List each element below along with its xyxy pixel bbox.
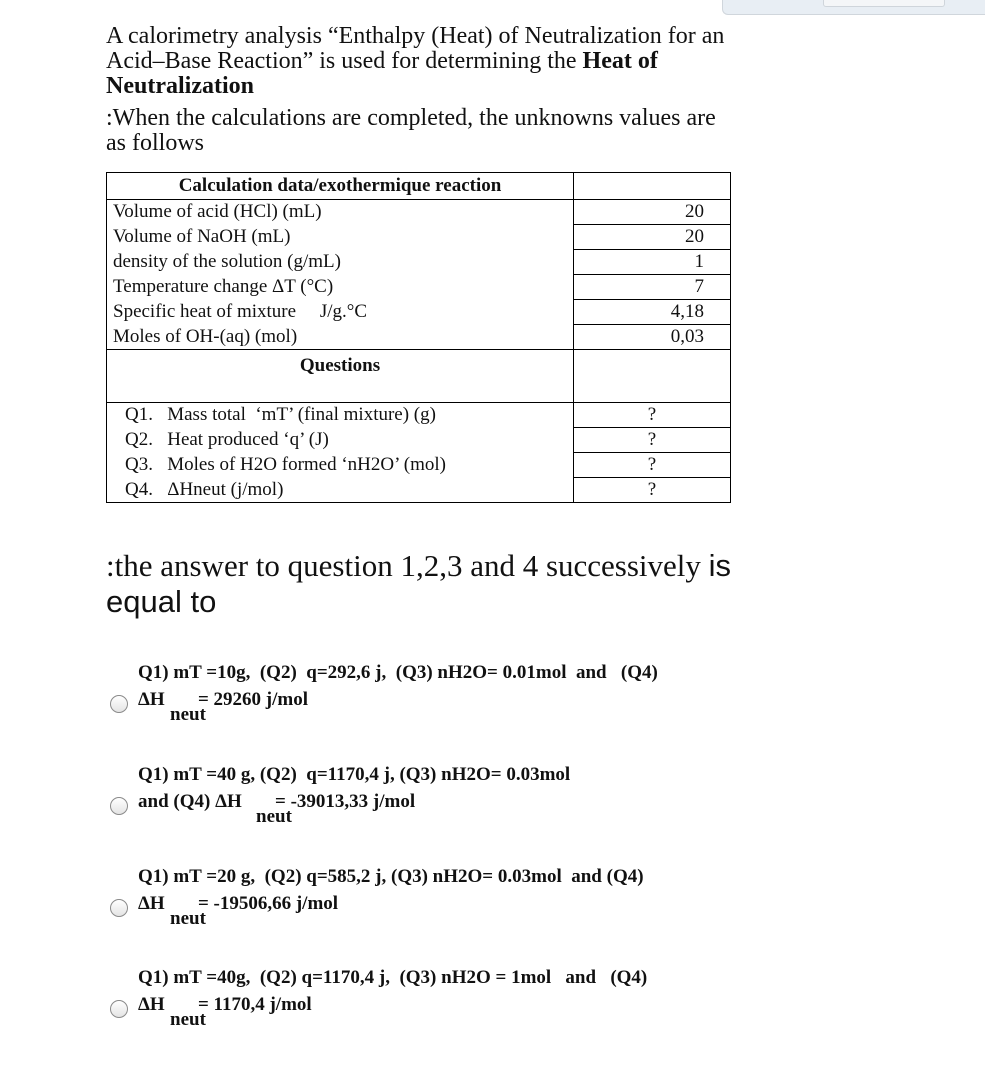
calculation-table: [106, 172, 731, 503]
question-label: Q2. Heat produced ‘q’ (J): [107, 428, 574, 453]
table-row: [107, 250, 731, 275]
option-line-2: and (Q4) ΔH = -39013,33 j/mol: [138, 791, 416, 812]
answer-option-2[interactable]: [110, 762, 810, 828]
question-value: ?: [574, 478, 731, 503]
neut-subscript: neut: [170, 908, 206, 929]
question-row: [107, 403, 731, 428]
intro-line-5: as follows: [106, 130, 204, 156]
answer-option-3[interactable]: [110, 864, 810, 930]
question-label: Q3. Moles of H2O formed ‘nH2O’ (mol): [107, 453, 574, 478]
intro-followup: [106, 106, 786, 156]
option-line-2: ΔH = 29260 j/mol: [138, 689, 308, 710]
intro-line-4: :When the calculations are completed, the unknowns values are: [106, 105, 716, 131]
row-value: 20: [574, 225, 731, 250]
question-row: [107, 428, 731, 453]
question-value: ?: [574, 428, 731, 453]
table-row: [107, 225, 731, 250]
radio-button[interactable]: [110, 1000, 128, 1018]
intro-paragraph: [106, 24, 786, 99]
neut-subscript: neut: [170, 1009, 206, 1030]
row-value: 7: [574, 275, 731, 300]
question-prompt: [106, 548, 806, 620]
option-line-1: Q1) mT =10g, (Q2) q=292,6 j, (Q3) nH2O= 0.01mol and (Q4): [138, 662, 658, 683]
question-row: [107, 478, 731, 503]
option-line-2: ΔH = 1170,4 j/mol: [138, 994, 312, 1015]
answer-option-1[interactable]: [110, 660, 810, 726]
radio-button[interactable]: [110, 797, 128, 815]
neut-subscript: neut: [256, 806, 292, 827]
question-value: ?: [574, 453, 731, 478]
row-label: Moles of OH-(aq) (mol): [107, 325, 574, 350]
option-line-1: Q1) mT =20 g, (Q2) q=585,2 j, (Q3) nH2O= 0.03mol and (Q4): [138, 866, 644, 887]
question-row: [107, 453, 731, 478]
neut-subscript: neut: [170, 704, 206, 725]
row-label: Volume of NaOH (mL): [107, 225, 574, 250]
top-bar-button[interactable]: [823, 0, 945, 7]
question-label: Q1. Mass total ‘mT’ (final mixture) (g): [107, 403, 574, 428]
row-value: 0,03: [574, 325, 731, 350]
intro-line-2: Acid–Base Reaction” is used for determining the Heat of: [106, 48, 658, 74]
question-value: ?: [574, 403, 731, 428]
table-row: [107, 325, 731, 350]
row-label: density of the solution (g/mL): [107, 250, 574, 275]
table-header-row: [107, 173, 731, 200]
row-value: 20: [574, 200, 731, 225]
intro-line-3: Neutralization: [106, 73, 254, 99]
questions-header-row: [107, 350, 731, 403]
row-value: 1: [574, 250, 731, 275]
question-label: Q4. ΔHneut (j/mol): [107, 478, 574, 503]
prompt-line-1: :the answer to question 1,2,3 and 4 successively is: [106, 548, 732, 583]
row-value: 4,18: [574, 300, 731, 325]
table-header: Calculation data/exothermique reaction: [107, 173, 574, 200]
radio-button[interactable]: [110, 695, 128, 713]
option-line-1: Q1) mT =40g, (Q2) q=1170,4 j, (Q3) nH2O = 1mol and (Q4): [138, 967, 648, 988]
row-label: Volume of acid (HCl) (mL): [107, 200, 574, 225]
option-line-1: Q1) mT =40 g, (Q2) q=1170,4 j, (Q3) nH2O= 0.03mol: [138, 764, 571, 785]
prompt-line-2: equal to: [106, 584, 217, 619]
table-row: [107, 300, 731, 325]
intro-line-1: A calorimetry analysis “Enthalpy (Heat) of Neutralization for an: [106, 23, 725, 49]
row-label: Specific heat of mixture J/g.°C: [107, 300, 574, 325]
window-top-bar: [722, 0, 985, 15]
questions-header: Questions: [107, 350, 574, 403]
answer-option-4[interactable]: [110, 965, 810, 1031]
option-line-2: ΔH = -19506,66 j/mol: [138, 893, 339, 914]
table-row: [107, 275, 731, 300]
radio-button[interactable]: [110, 899, 128, 917]
table-row: [107, 200, 731, 225]
row-label: Temperature change ΔT (°C): [107, 275, 574, 300]
